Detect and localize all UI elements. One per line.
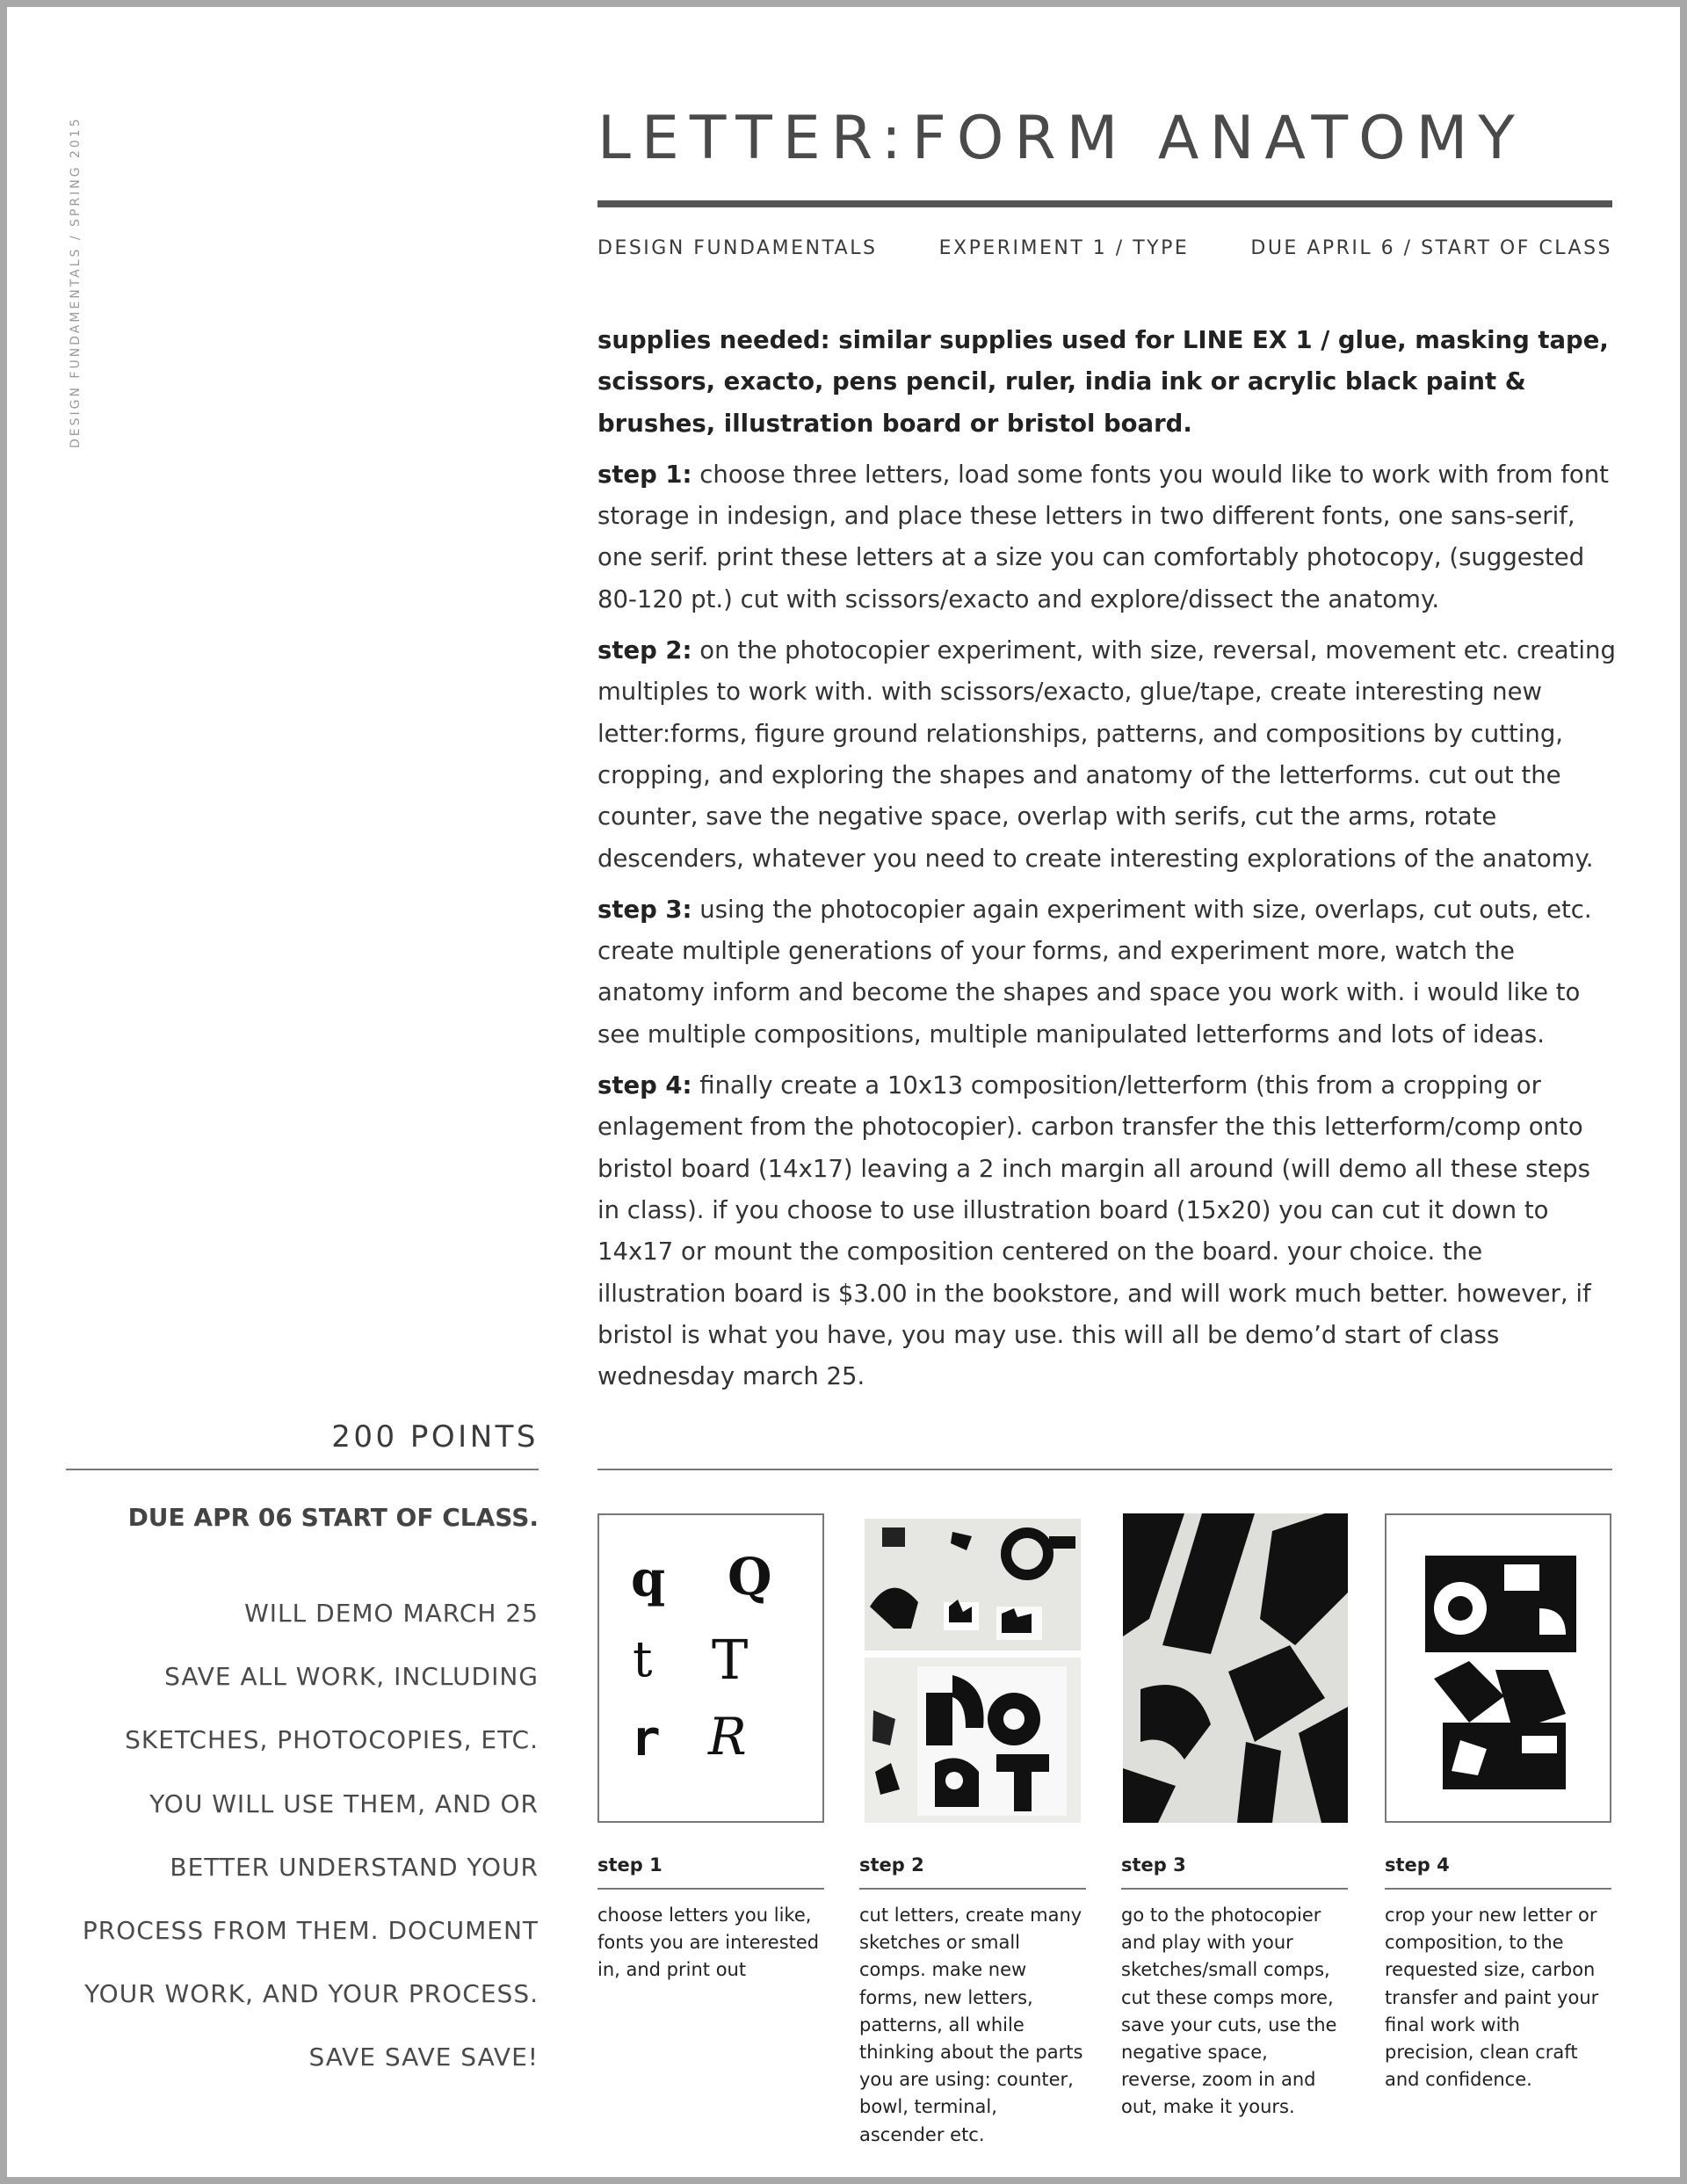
step2-label: step 2: (597, 636, 692, 665)
step1-caption: choose letters you like, fonts you are interested in, and print out (597, 1905, 820, 1981)
summary-notes (66, 1582, 539, 2090)
step1-label: step 1: (597, 460, 692, 489)
title-rule (597, 200, 1612, 207)
step1-title: step 1 (597, 1854, 662, 1876)
note-line: SKETCHES, PHOTOCOPIES, ETC. (125, 1725, 539, 1755)
step4-image (1385, 1513, 1611, 1823)
header-meta (597, 237, 1612, 259)
letter-q: q (631, 1550, 666, 1608)
step4-title: step 4 (1385, 1854, 1450, 1876)
step4-caption: crop your new letter or composition, to the requested size, carbon transfer and paint your final work with precision, clean craft and confidence. (1385, 1905, 1599, 2091)
step4-rule (1385, 1888, 1611, 1890)
step3-paragraph (597, 889, 1617, 1056)
summary-rule (66, 1469, 539, 1470)
experiment-label: EXPERIMENT 1 / TYPE (938, 237, 1190, 259)
step1-rule (597, 1888, 824, 1890)
step-card-1 (597, 1513, 824, 1984)
step2-caption: cut letters, create many sketches or small comps. make new forms, new letters, patterns, all while thinking about the parts you are using: counter, bowl, terminal, ascender etc. (859, 1905, 1083, 2145)
step4-text: finally create a 10x13 composition/letterform (this from a cropping or enlagement from the photocopier). carbon transfer the this letterform/comp onto bristol board (14x17) leaving a 2 inch margin all around (will demo all these steps in class). if you choose to use illustration board (15x20) you can cut it down to 14x17 or mount the composition centered on the board. your choice. the illustration board is $3.00 in the bookstore, and will work much better. however, if bristol is what you have, you may use. this will all be demo’d start of class wednesday march 25. (597, 1071, 1591, 1391)
letter-r: r (631, 1710, 661, 1767)
step3-title: step 3 (1121, 1854, 1186, 1876)
note-line: PROCESS FROM THEM. DOCUMENT (82, 1916, 539, 1946)
step1-text: choose three letters, load some fonts you would like to work with from font storage in indesign, and place these letters in two different fonts, one sans-serif, one serif. print these letters at a size you can comfortably photocopy, (suggested 80-120 pt.) cut with scissors/exacto and explore/dissect the anatomy. (597, 460, 1609, 613)
letter-R: R (708, 1707, 747, 1767)
steps-rule (597, 1469, 1612, 1470)
step4-paragraph (597, 1065, 1617, 1397)
step3-caption: go to the photocopier and play with your sketches/small comps, cut these comps more, save your cuts, use the negative space, reverse, zoom in and out, make it yours. (1121, 1905, 1337, 2118)
step1-paragraph (597, 454, 1617, 620)
step3-rule (1121, 1888, 1348, 1890)
step2-paragraph (597, 630, 1617, 880)
step4-label: step 4: (597, 1071, 692, 1100)
note-line: BETTER UNDERSTAND YOUR (170, 1852, 539, 1882)
course-name: DESIGN FUNDAMENTALS (597, 237, 878, 259)
letter-t: t (633, 1631, 653, 1688)
step-card-3 (1121, 1513, 1348, 2122)
assignment-body (597, 320, 1617, 1407)
note-line: WILL DEMO MARCH 25 (244, 1599, 539, 1628)
note-line: SAVE SAVE SAVE! (308, 2043, 539, 2072)
step2-rule (859, 1888, 1086, 1890)
step2-photo (859, 1513, 1086, 1823)
letter-Q: Q (728, 1547, 772, 1607)
step2-photo-top (865, 1519, 1081, 1651)
note-line: YOUR WORK, AND YOUR PROCESS. (84, 1979, 539, 2009)
due-date: DUE APRIL 6 / START OF CLASS (1250, 237, 1612, 259)
step2-text: on the photocopier experiment, with size, reversal, movement etc. creating multiples to work with. with scissors/exacto, glue/tape, create interesting new letter:forms, figure ground relationships, patterns, and compositions by cutting, cropping, and exploring the shapes and anatomy of the letterforms. cut out the counter, save the negative space, overlap with serifs, cut the arms, rotate descenders, whatever you need to create interesting explorations of the anatomy. (597, 636, 1616, 873)
note-line: YOU WILL USE THEM, AND OR (149, 1789, 539, 1818)
step-card-2 (859, 1513, 1086, 2149)
due-statement: DUE APR 06 START OF CLASS. (127, 1503, 539, 1532)
step2-photo-bottom (865, 1658, 1081, 1823)
letter-T: T (712, 1628, 749, 1692)
step3-label: step 3: (597, 895, 692, 924)
points-heading: 200 POINTS (331, 1419, 539, 1455)
step1-letters-image (597, 1513, 824, 1823)
page-title: LETTER:FORM ANATOMY (597, 104, 1525, 173)
step2-title: step 2 (859, 1854, 924, 1876)
sidebar-label: DESIGN FUNDAMENTALS / SPRING 2015 (69, 116, 83, 448)
supplies-paragraph: supplies needed: similar supplies used for LINE EX 1 / glue, masking tape, scissors, exacto, pens pencil, ruler, india ink or acrylic black paint & brushes, illustration board or bristol board. (597, 326, 1609, 438)
step3-photo (1121, 1513, 1348, 1823)
step3-text: using the photocopier again experiment with size, overlaps, cut outs, etc. create multiple generations of your forms, and experiment more, watch the anatomy inform and become the shapes and space you work with. i would like to see multiple compositions, multiple manipulated letterforms and lots of ideas. (597, 895, 1592, 1048)
note-line: SAVE ALL WORK, INCLUDING (164, 1662, 539, 1692)
step-card-4 (1385, 1513, 1611, 2093)
